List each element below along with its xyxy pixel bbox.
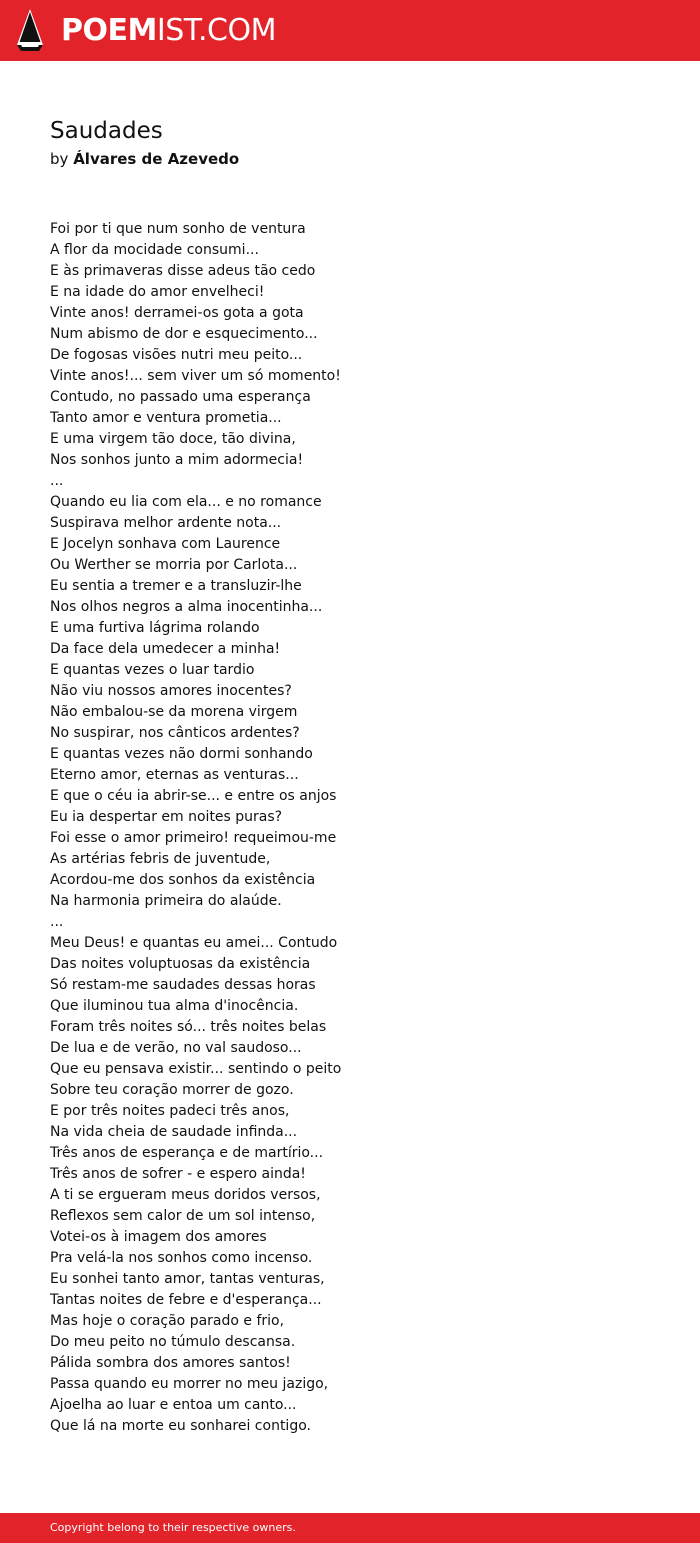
poem-line: Nos sonhos junto a mim adormecia! (50, 452, 304, 468)
poem-line: Pálida sombra dos amores santos! (50, 1355, 291, 1371)
poem-line: Votei-os à imagem dos amores (50, 1229, 267, 1245)
poem-line: E uma furtiva lágrima rolando (50, 620, 260, 636)
poem-line: Das noites voluptuosas da existência (50, 956, 311, 972)
poem-line: E Jocelyn sonhava com Laurence (50, 536, 281, 552)
poem-line: De fogosas visões nutri meu peito... (50, 347, 303, 363)
poem-line: Não viu nossos amores inocentes? (50, 683, 292, 699)
poem-line: A flor da mocidade consumi... (50, 242, 259, 258)
poem-line: Que iluminou tua alma d'inocência. (50, 998, 299, 1014)
poem-line: Sobre teu coração morrer de gozo. (50, 1082, 294, 1098)
poem-line: Que eu pensava existir... sentindo o peito (50, 1061, 342, 1077)
poem-line: Três anos de sofrer - e espero ainda! (50, 1166, 306, 1182)
poem-line: E que o céu ia abrir-se... e entre os anjos (50, 788, 337, 804)
poem-line: Num abismo de dor e esquecimento... (50, 326, 318, 342)
poem-line: Foi por ti que num sonho de ventura (50, 221, 306, 237)
poem-line: Do meu peito no túmulo descansa. (50, 1334, 296, 1350)
poem-line: Não embalou-se da morena virgem (50, 704, 298, 720)
poem-line: Pra velá-la nos sonhos como incenso. (50, 1250, 313, 1266)
poem-line: Eterno amor, eternas as venturas... (50, 767, 299, 783)
poem-content (50, 114, 670, 1437)
poem-line: E quantas vezes o luar tardio (50, 662, 255, 678)
poem-line: Quando eu lia com ela... e no romance (50, 494, 322, 510)
poem-line: No suspirar, nos cânticos ardentes? (50, 725, 300, 741)
poem-line: E por três noites padeci três anos, (50, 1103, 290, 1119)
logo-text-light: IST.COM (156, 13, 276, 48)
poem-line: Suspirava melhor ardente nota... (50, 515, 282, 531)
author-link[interactable]: Álvares de Azevedo (73, 150, 240, 168)
poem-line: E às primaveras disse adeus tão cedo (50, 263, 316, 279)
poem-line: Ajoelha ao luar e entoa um canto... (50, 1397, 297, 1413)
copyright-text: Copyright belong to their respective owners. (50, 1521, 296, 1534)
poem-line: Reflexos sem calor de um sol intenso, (50, 1208, 316, 1224)
poem-line: ... (50, 473, 64, 489)
poem-line: E quantas vezes não dormi sonhando (50, 746, 313, 762)
poem-line: Acordou-me dos sonhos da existência (50, 872, 316, 888)
site-header (0, 0, 700, 61)
poem-line: Só restam-me saudades dessas horas (50, 977, 316, 993)
pencil-icon (17, 9, 43, 51)
poem-title: Saudades (50, 118, 163, 144)
poem-line: Foram três noites só... três noites belas (50, 1019, 327, 1035)
poem-line: A ti se ergueram meus doridos versos, (50, 1187, 321, 1203)
poem-line: Vinte anos!... sem viver um só momento! (50, 368, 341, 384)
logo-text-bold: POEM (61, 13, 157, 48)
poem-line: Tantas noites de febre e d'esperança... (50, 1292, 322, 1308)
poem-line: As artérias febris de juventude, (50, 851, 271, 867)
poem-line: E na idade do amor envelheci! (50, 284, 265, 300)
poem-line: Foi esse o amor primeiro! requeimou-me (50, 830, 337, 846)
poem-line: Na harmonia primeira do alaúde. (50, 893, 282, 909)
poem-line: Da face dela umedecer a minha! (50, 641, 281, 657)
poem-line: Meu Deus! e quantas eu amei... Contudo (50, 935, 338, 951)
site-footer (0, 1513, 700, 1543)
poem-line: Mas hoje o coração parado e frio, (50, 1313, 285, 1329)
poem-line: Três anos de esperança e de martírio... (50, 1145, 324, 1161)
site-logo-text (61, 13, 276, 49)
poem-body (50, 219, 670, 1437)
poem-line: Tanto amor e ventura prometia... (50, 410, 282, 426)
poem-line: Passa quando eu morrer no meu jazigo, (50, 1376, 329, 1392)
byline-label: by (50, 150, 69, 168)
poem-line: Vinte anos! derramei-os gota a gota (50, 305, 304, 321)
poem-line: Que lá na morte eu sonharei contigo. (50, 1418, 311, 1434)
poem-line: Ou Werther se morria por Carlota... (50, 557, 298, 573)
poem-line: E uma virgem tão doce, tão divina, (50, 431, 296, 447)
poem-line: ... (50, 914, 64, 930)
poem-line: Eu ia despertar em noites puras? (50, 809, 283, 825)
poem-line: Contudo, no passado uma esperança (50, 389, 311, 405)
poem-line: Nos olhos negros a alma inocentinha... (50, 599, 323, 615)
poem-line: Eu sentia a tremer e a transluzir-lhe (50, 578, 302, 594)
poem-line: Eu sonhei tanto amor, tantas venturas, (50, 1271, 325, 1287)
poem-line: Na vida cheia de saudade infinda... (50, 1124, 298, 1140)
poem-byline (50, 148, 670, 170)
poem-line: De lua e de verão, no val saudoso... (50, 1040, 302, 1056)
